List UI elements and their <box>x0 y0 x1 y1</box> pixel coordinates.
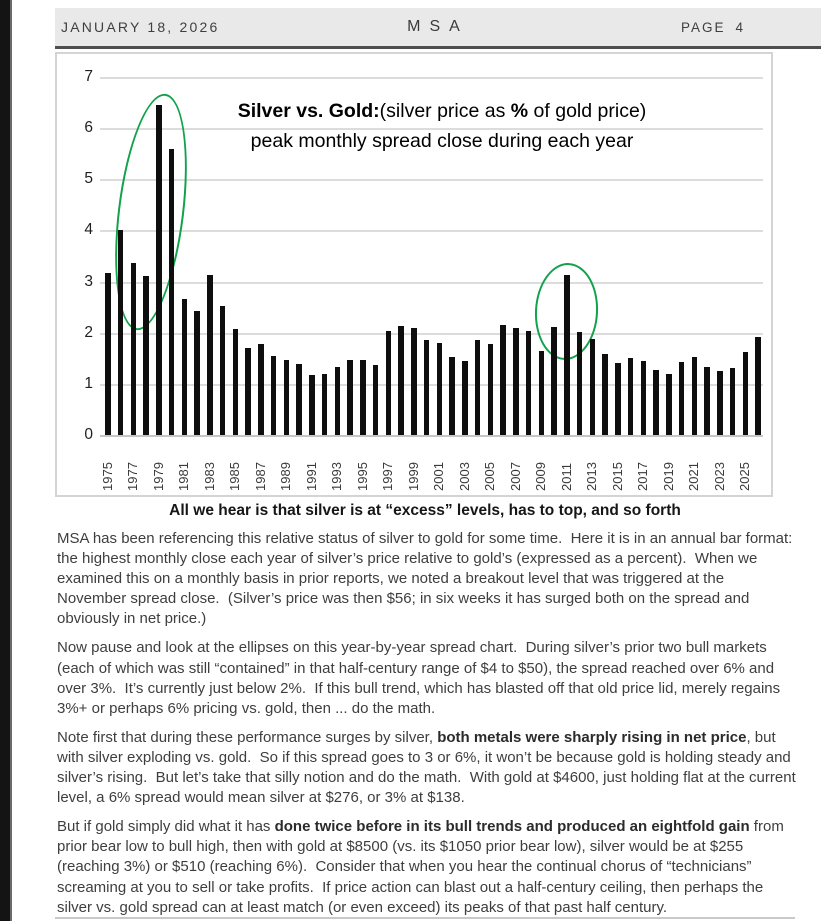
gridline-7 <box>100 77 763 79</box>
x-axis-label-2003: 2003 <box>456 462 472 491</box>
bar-2023 <box>717 371 723 435</box>
bar-1994 <box>347 360 353 435</box>
bar-1987 <box>258 344 264 435</box>
bar-2004 <box>475 340 481 435</box>
bar-1975 <box>105 273 111 435</box>
header-page-indicator <box>681 20 745 35</box>
bar-1980 <box>169 149 175 435</box>
bar-2012 <box>577 332 583 435</box>
gridline-3 <box>100 282 763 284</box>
chart-plot-area <box>57 54 771 495</box>
x-axis-label-1985: 1985 <box>227 462 243 491</box>
article-text: Note first that during these performance surges by silver, <box>57 728 438 746</box>
y-axis-label-0: 0 <box>84 426 93 443</box>
x-axis-label-2023: 2023 <box>711 462 727 491</box>
article-text: Now pause and look at the ellipses on this year-by-year spread chart. During silver’s prior two bull markets (each of which was still “contained” in that half-century range of $4 to $50), the spread reached over 6% and over 3%. It’s currently just below 2%. If this bull trend, which has blasted off that old price lid, merely regains 3%+ or perhaps 6% pricing vs. gold, then ... do the math. <box>57 639 785 717</box>
article-bold-phrase: done twice before in its bull trends and produced an eightfold gain <box>274 818 750 836</box>
x-axis-label-1977: 1977 <box>125 462 141 491</box>
article-body <box>57 529 800 921</box>
bar-2002 <box>449 357 455 435</box>
x-axis-label-2009: 2009 <box>533 462 549 491</box>
bar-1979 <box>156 105 162 435</box>
y-axis-label-7: 7 <box>84 68 93 86</box>
bar-1981 <box>182 299 188 435</box>
y-axis-label-4: 4 <box>84 221 93 239</box>
x-axis-label-1975: 1975 <box>100 462 115 491</box>
bar-2005 <box>488 344 494 435</box>
x-axis-label-2025: 2025 <box>737 462 753 491</box>
x-axis-label-1979: 1979 <box>150 462 166 491</box>
bar-2026 <box>755 337 761 435</box>
x-axis-label-2015: 2015 <box>609 462 625 491</box>
x-axis-label-1987: 1987 <box>252 462 268 491</box>
x-axis-label-1997: 1997 <box>380 462 396 491</box>
x-axis-label-1981: 1981 <box>176 462 192 491</box>
y-axis-label-6: 6 <box>84 119 93 137</box>
header-page-number: 4 <box>735 19 745 35</box>
article-bold-phrase: both metals were sharply rising in net price <box>437 728 747 746</box>
bar-1985 <box>233 329 239 435</box>
x-axis-label-1983: 1983 <box>201 462 217 491</box>
chart-caption: All we hear is that silver is at “excess” levels, has to top, and so forth <box>169 502 681 519</box>
x-axis-label-2001: 2001 <box>431 462 447 491</box>
x-axis-label-2017: 2017 <box>635 462 651 491</box>
gridline-5 <box>100 179 763 181</box>
bar-1991 <box>309 375 315 435</box>
article-text: from prior bear low to bull high, then with gold at $8500 (vs. its $1050 prior bear low), silver would be at $255 (reaching 3%) or $510 (reaching 6%). Consider that when you hear the continual chorus of “technicians” screaming at you to sell or take profits. If price action can blast out a half-century ceiling, then perhaps the silver vs. gold spread can at least match (or even exceed) its peaks of that past half century. <box>57 818 788 916</box>
x-axis-label-2019: 2019 <box>660 462 676 491</box>
bar-1984 <box>220 306 226 435</box>
chart-title-line1 <box>177 96 707 126</box>
chart-title-segment: Silver vs. Gold: <box>237 100 380 122</box>
y-axis-label-5: 5 <box>84 170 93 188</box>
bar-1982 <box>194 311 200 435</box>
bar-2000 <box>424 340 430 435</box>
y-axis-label-3: 3 <box>84 272 93 290</box>
bar-2003 <box>462 361 468 435</box>
chart-title-segment: % <box>510 100 529 122</box>
x-axis-line <box>100 435 763 437</box>
bar-2024 <box>730 368 736 435</box>
bar-2014 <box>602 354 608 435</box>
bar-1976 <box>118 230 124 435</box>
bar-1983 <box>207 275 213 435</box>
chart-title-segment: of gold price) <box>528 100 647 122</box>
bar-2019 <box>666 374 672 435</box>
x-axis-label-2021: 2021 <box>686 462 702 491</box>
article-text: MSA has been referencing this relative status of silver to gold for some time. Here it is in an annual bar format: the highest monthly close each year of silver’s price relative to gold’s (expressed as a percent). When we examined this on a monthly basis in prior reports, we noted a breakout level that was triggered at the November spread close. (Silver’s price was then $56; in six weeks it has surged both on the spread and obviously in net price.) <box>57 530 797 628</box>
bar-2020 <box>679 362 685 435</box>
article-text: , but with silver exploding vs. gold. So if this spread goes to 3 or 6%, it won’t be because gold is holding steady and silver’s rising. But let’s take that silly notion and do the math. With gold at $4600, just holding flat at the current level, a 6% spread would mean silver at $276, or 3% at $138. <box>57 728 800 807</box>
bar-2018 <box>653 370 659 435</box>
bar-2010 <box>551 327 557 435</box>
article-paragraph-3 <box>57 728 800 808</box>
bar-1990 <box>296 364 302 435</box>
bar-1988 <box>271 356 277 435</box>
article-text: But if gold simply did what it has <box>57 818 275 836</box>
article-paragraph-2 <box>57 638 797 718</box>
bar-1993 <box>335 367 341 435</box>
chart-title-line2: peak monthly spread close during each year <box>250 130 634 152</box>
x-axis-label-2013: 2013 <box>584 462 600 491</box>
bar-2015 <box>615 363 621 435</box>
x-axis-label-1989: 1989 <box>278 462 294 491</box>
bar-2006 <box>500 325 506 435</box>
bar-1995 <box>360 360 366 435</box>
bar-2022 <box>704 367 710 435</box>
page-left-edge <box>0 0 12 921</box>
y-axis-label-1: 1 <box>84 374 93 392</box>
silver-vs-gold-chart <box>55 52 773 497</box>
x-axis-label-2005: 2005 <box>482 462 498 491</box>
bar-2008 <box>526 331 532 435</box>
y-axis-label-2: 2 <box>84 323 93 341</box>
bar-2011 <box>564 275 570 435</box>
bar-2001 <box>437 343 443 435</box>
bar-1999 <box>411 328 417 435</box>
bar-1998 <box>398 326 404 435</box>
x-axis-label-1993: 1993 <box>329 462 345 491</box>
bar-2017 <box>641 361 647 435</box>
bar-1989 <box>284 360 290 435</box>
x-axis-label-2007: 2007 <box>507 462 523 491</box>
x-axis-label-1995: 1995 <box>354 462 370 491</box>
bar-1977 <box>131 263 137 435</box>
bar-1992 <box>322 374 328 435</box>
bar-2009 <box>539 351 545 435</box>
x-axis-label-2011: 2011 <box>558 463 574 491</box>
x-axis-label-1991: 1991 <box>303 462 319 491</box>
header-masthead: MSA <box>407 18 469 35</box>
article-paragraph-1 <box>57 529 797 629</box>
bar-2025 <box>743 352 749 435</box>
x-axis-label-1999: 1999 <box>405 462 421 491</box>
bar-2013 <box>590 339 596 435</box>
gridline-4 <box>100 230 763 232</box>
article-paragraph-4 <box>57 817 797 917</box>
bar-2021 <box>692 357 698 435</box>
page-header <box>55 8 821 49</box>
header-date: JANUARY 18, 2026 <box>61 19 220 35</box>
bar-1996 <box>373 365 379 435</box>
bar-2016 <box>628 358 634 435</box>
bar-1997 <box>386 331 392 435</box>
chart-title-segment: (silver price as <box>379 100 511 122</box>
bar-2007 <box>513 328 519 435</box>
page-bottom-rule <box>55 917 795 919</box>
chart-title <box>177 96 707 156</box>
header-page-word: PAGE <box>680 19 726 35</box>
bar-1978 <box>143 276 149 435</box>
bar-1986 <box>245 348 251 435</box>
